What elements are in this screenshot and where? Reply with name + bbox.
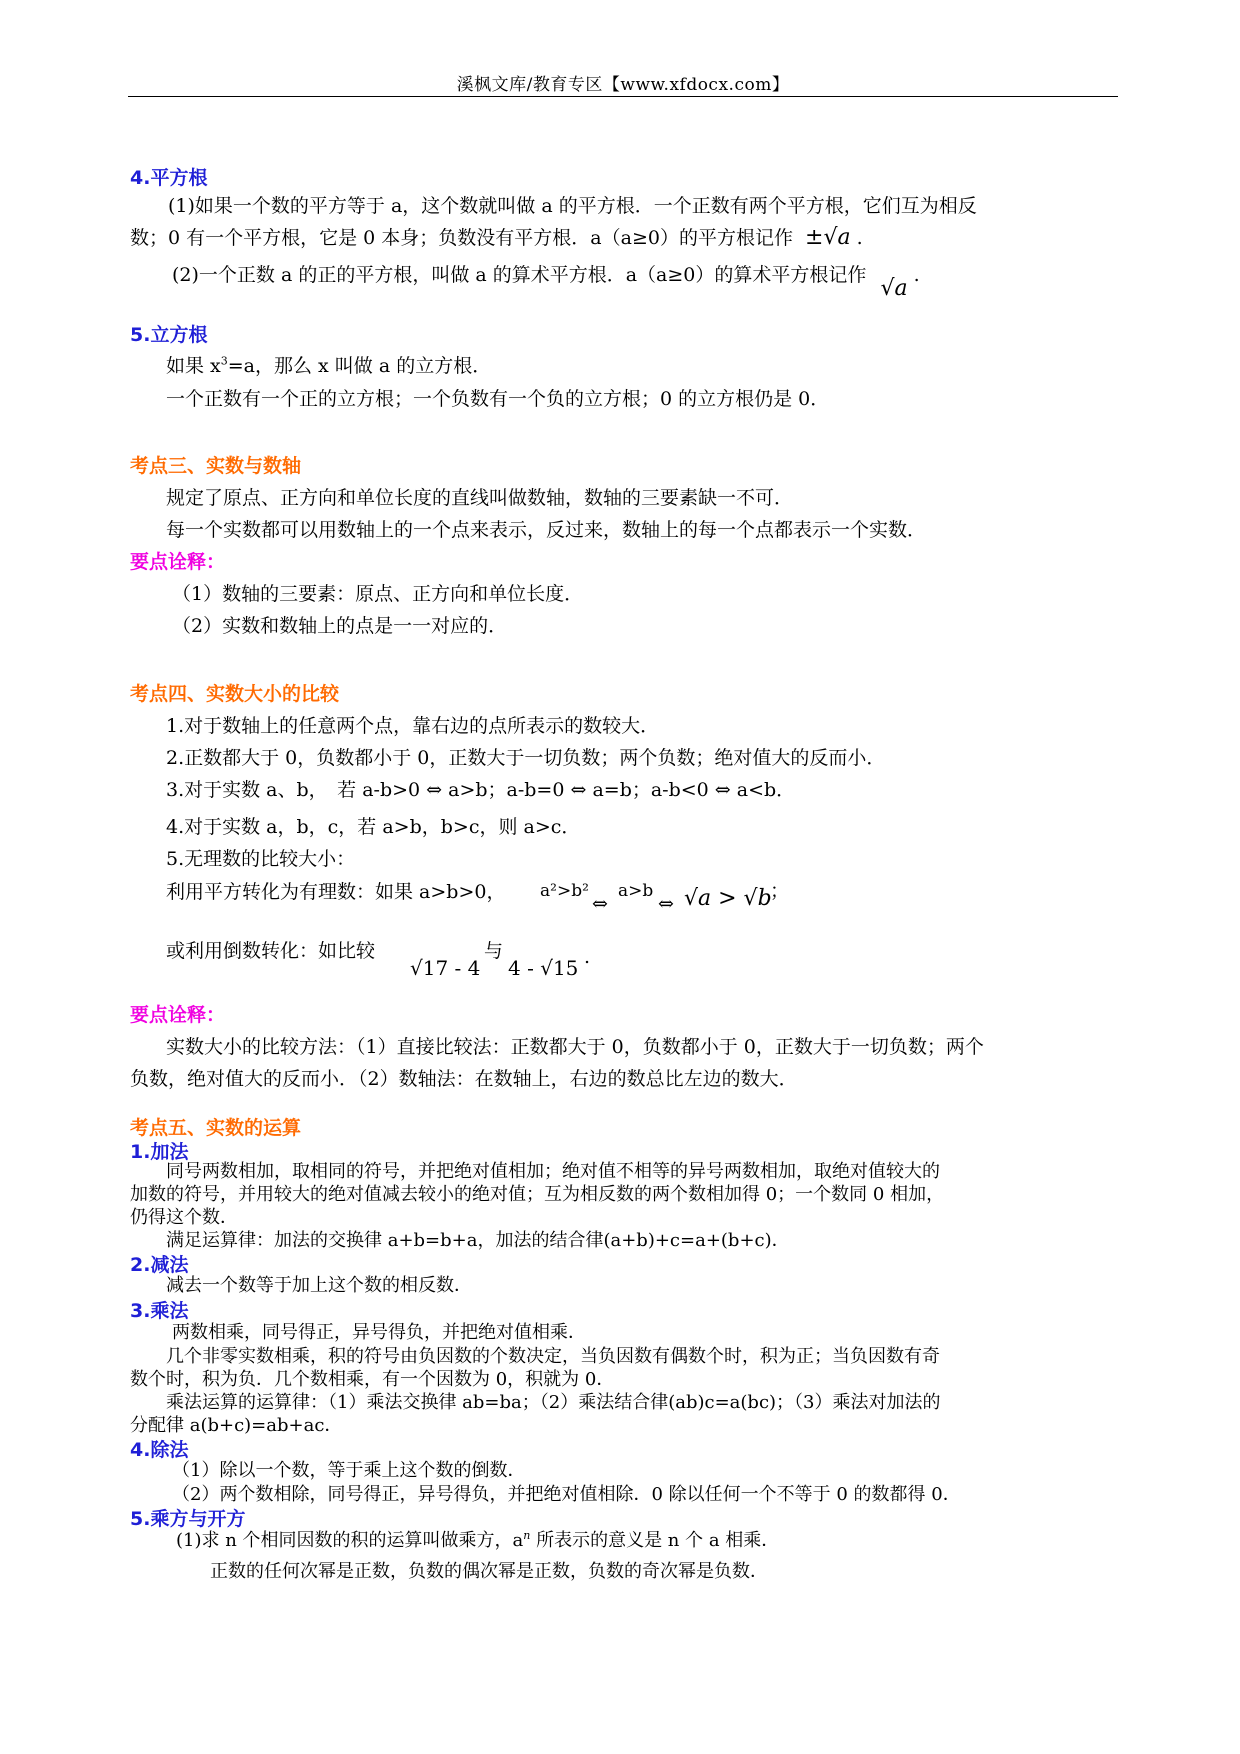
paragraph: 正数的任何次幂是正数，负数的偶次幂是正数，负数的奇次幂是负数．: [210, 1561, 768, 1582]
paragraph: 几个非零实数相乘，积的符号由负因数的个数决定，当负因数有偶数个时，积为正；当负因数有奇: [166, 1346, 940, 1367]
paragraph: 两数相乘，同号得正，异号得负，并把绝对值相乘．: [172, 1322, 586, 1343]
paragraph: 规定了原点、正方向和单位长度的直线叫做数轴，数轴的三要素缺一不可．: [166, 487, 794, 509]
note-title: 要点诠释：: [130, 1004, 226, 1026]
math-plus-minus-sqrt-a: ±√a: [805, 225, 851, 250]
header-rule: [128, 96, 1118, 97]
iff-symbol: ⇔: [658, 893, 674, 915]
page-header: 溪枫文库/教育专区【www.xfdocx.com】: [456, 75, 790, 95]
section-title-square-root: 4.平方根: [130, 167, 208, 189]
period: .: [584, 946, 591, 968]
list-item: 5.无理数的比较大小：: [166, 848, 356, 870]
note-item: （2）实数和数轴上的点是一一对应的．: [172, 615, 508, 637]
paragraph: 乘法运算的运算律：（1）乘法交换律 ab=ba；（2）乘法结合律(ab)c=a(bc)；（3）乘法对加法的: [166, 1392, 941, 1413]
paragraph: [166, 355, 491, 378]
semicolon: ；: [770, 880, 790, 902]
paragraph-text: 所表示的意义是 n 个 a 相乘．: [530, 1530, 780, 1551]
word-and: 与: [484, 940, 504, 962]
paragraph: （2）两个数相除，同号得正，异号得负，并把绝对值相除．0 除以任何一个不等于 0 的数都得 0．: [172, 1484, 961, 1505]
paragraph: 实数大小的比较方法：（1）直接比较法：正数都大于 0，负数都小于 0，正数大于一切负数；两个: [166, 1036, 984, 1058]
math-4-minus-sqrt15: 4 - √15: [508, 956, 579, 980]
note-item: （1）数轴的三要素：原点、正方向和单位长度．: [172, 583, 584, 605]
subsection-title-multiplication: 3.乘法: [130, 1300, 189, 1322]
paragraph: 减去一个数等于加上这个数的相反数．: [166, 1275, 472, 1296]
iff-symbol: ⇔: [592, 893, 608, 915]
subsection-title-power-root: 5.乘方与开方: [130, 1508, 246, 1530]
subsection-title-subtraction: 2.减法: [130, 1254, 189, 1276]
subsection-title-division: 4.除法: [130, 1439, 189, 1461]
paragraph-text: 数；0 有一个平方根，它是 0 本身；负数没有平方根．a（a≥0）的平方根记作: [130, 227, 793, 249]
list-item: 或利用倒数转化：如比较: [166, 940, 376, 962]
section-title-compare: 考点四、实数大小的比较: [130, 683, 340, 705]
superscript: 3: [220, 354, 228, 368]
math-sqrt-a-gt-sqrt-b: √a > √b: [684, 886, 772, 911]
section-title-operations: 考点五、实数的运算: [130, 1117, 302, 1139]
paragraph: [130, 225, 863, 251]
superscript: n: [523, 1529, 531, 1542]
paragraph: 满足运算律：加法的交换律 a+b=b+a，加法的结合律(a+b)+c=a+(b+c)．: [166, 1230, 790, 1251]
section-title-cube-root: 5.立方根: [130, 324, 208, 346]
math-sqrt-a: √a: [880, 276, 908, 301]
math-a-gt-b: a>b: [618, 881, 654, 901]
math-a2-b2: a²>b²: [540, 881, 589, 901]
math-sqrt17-minus-4: √17 - 4: [410, 956, 481, 980]
period: .: [913, 264, 920, 286]
paragraph: [176, 1529, 780, 1551]
paragraph: [172, 262, 920, 301]
paragraph: 负数，绝对值大的反而小．（2）数轴法：在数轴上，右边的数总比左边的数大．: [130, 1068, 798, 1090]
paragraph: 同号两数相加，取相同的符号，并把绝对值相加；绝对值不相等的异号两数相加，取绝对值较大的: [166, 1161, 940, 1182]
list-item: 2.正数都大于 0，负数都小于 0，正数大于一切负数；两个负数；绝对值大的反而小．: [166, 747, 886, 769]
paragraph: 加数的符号，并用较大的绝对值减去较小的绝对值；互为相反数的两个数相加得 0；一个数同 0 相加，: [130, 1184, 945, 1205]
paragraph: 每一个实数都可以用数轴上的一个点来表示，反过来，数轴上的每一个点都表示一个实数．: [166, 519, 927, 541]
period: .: [856, 227, 863, 249]
paragraph-text: =a，那么 x 叫做 a 的立方根．: [227, 355, 492, 377]
list-item: 1.对于数轴上的任意两个点，靠右边的点所表示的数较大．: [166, 715, 660, 737]
section-title-real-number-line: 考点三、实数与数轴: [130, 455, 302, 477]
list-item: 4.对于实数 a，b，c，若 a>b，b>c，则 a>c．: [166, 816, 581, 838]
paragraph: 仍得这个数．: [130, 1207, 238, 1228]
paragraph-text: (1)求 n 个相同因数的积的运算叫做乘方，a: [176, 1530, 524, 1551]
list-item: 3.对于实数 a、b， 若 a-b>0 ⇔ a>b；a-b=0 ⇔ a=b；a-b<0 ⇔ a<b．: [166, 779, 796, 801]
subsection-title-addition: 1.加法: [130, 1141, 189, 1163]
paragraph-text: 如果 x: [166, 355, 221, 377]
paragraph: (1)如果一个数的平方等于 a，这个数就叫做 a 的平方根．一个正数有两个平方根，它们互为相反: [168, 195, 977, 217]
paragraph: （1）除以一个数，等于乘上这个数的倒数．: [172, 1460, 526, 1481]
paragraph: 分配律 a(b+c)=ab+ac．: [130, 1415, 343, 1436]
paragraph: 数个时，积为负．几个数相乘，有一个因数为 0，积就为 0．: [130, 1369, 615, 1390]
paragraph: 一个正数有一个正的立方根；一个负数有一个负的立方根；0 的立方根仍是 0．: [166, 388, 830, 410]
list-item: 利用平方转化为有理数：如果 a>b>0，: [166, 881, 506, 903]
note-title: 要点诠释：: [130, 551, 226, 573]
paragraph-text: (2)一个正数 a 的正的平方根，叫做 a 的算术平方根．a（a≥0）的算术平方根记作: [172, 264, 867, 286]
